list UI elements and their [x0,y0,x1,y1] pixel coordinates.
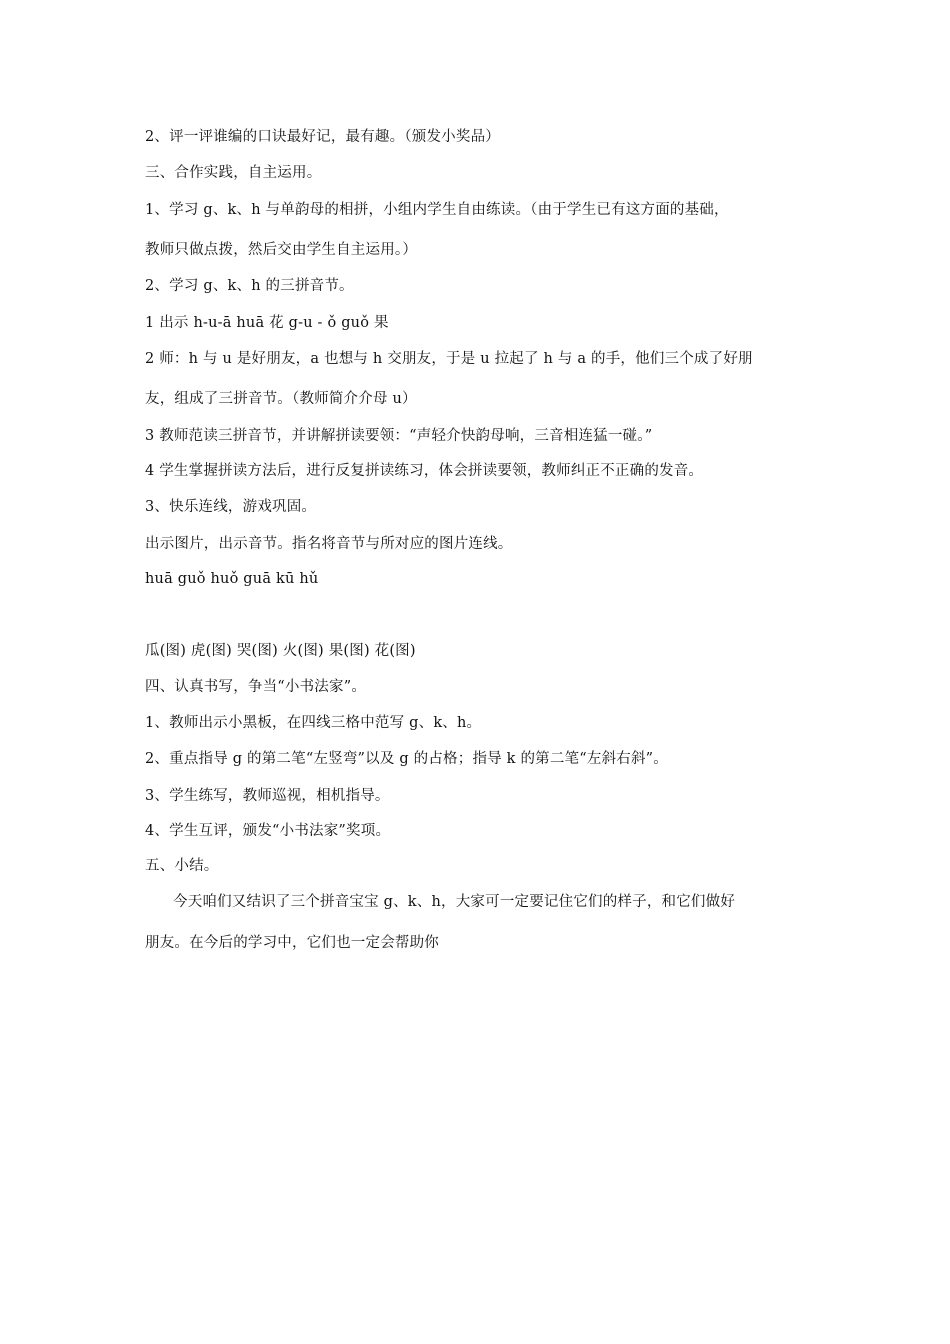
summary-paragraph: 朋友。在今后的学习中，它们也一定会帮助你 [145,935,439,951]
pinyin-line: huā guǒ huǒ guā kū hǔ [145,571,319,587]
text-line: 友，组成了三拼音节。（教师简介介母 u） [145,391,417,407]
text-line: 教师只做点拨，然后交由学生自主运用。） [145,242,418,258]
text-line: 3 教师范读三拼音节，并讲解拼读要领：“声轻介快韵母响，三音相连猛一碰。” [145,428,653,444]
text-line: 1、教师出示小黑板，在四线三格中范写 g、k、h。 [145,715,482,731]
summary-paragraph: 今天咱们又结识了三个拼音宝宝 g、k、h，大家可一定要记住它们的样子，和它们做好 [173,894,736,910]
text-line: 3、学生练写，教师巡视，相机指导。 [145,788,390,804]
picture-labels-line: 瓜(图) 虎(图) 哭(图) 火(图) 果(图) 花(图) [145,643,416,659]
text-line: 4、学生互评，颁发“小书法家”奖项。 [145,823,391,839]
section-heading: 五、小结。 [145,858,219,874]
text-line: 2、学习 g、k、h 的三拼音节。 [145,278,354,294]
text-line: 1、学习 g、k、h 与单韵母的相拼，小组内学生自由练读。（由于学生已有这方面的基础， [145,202,729,218]
section-heading: 三、合作实践，自主运用。 [145,165,322,181]
text-line: 2、评一评谁编的口诀最好记，最有趣。（颁发小奖品） [145,129,500,145]
text-line: 2、重点指导 g 的第二笔“左竖弯”以及 g 的占格；指导 k 的第二笔“左斜右斜”。 [145,751,668,767]
text-line: 4 学生掌握拼读方法后，进行反复拼读练习，体会拼读要领，教师纠正不正确的发音。 [145,463,704,479]
text-line: 2 师：h 与 u 是好朋友，a 也想与 h 交朋友，于是 u 拉起了 h 与 a 的手，他们三个成了好朋 [145,351,753,367]
text-line: 出示图片，出示音节。指名将音节与所对应的图片连线。 [145,536,513,552]
section-heading: 四、认真书写，争当“小书法家”。 [145,679,367,695]
text-line: 3、快乐连线，游戏巩固。 [145,499,317,515]
text-line: 1 出示 h-u-ā huā 花 g-u - ǒ guǒ 果 [145,315,389,331]
